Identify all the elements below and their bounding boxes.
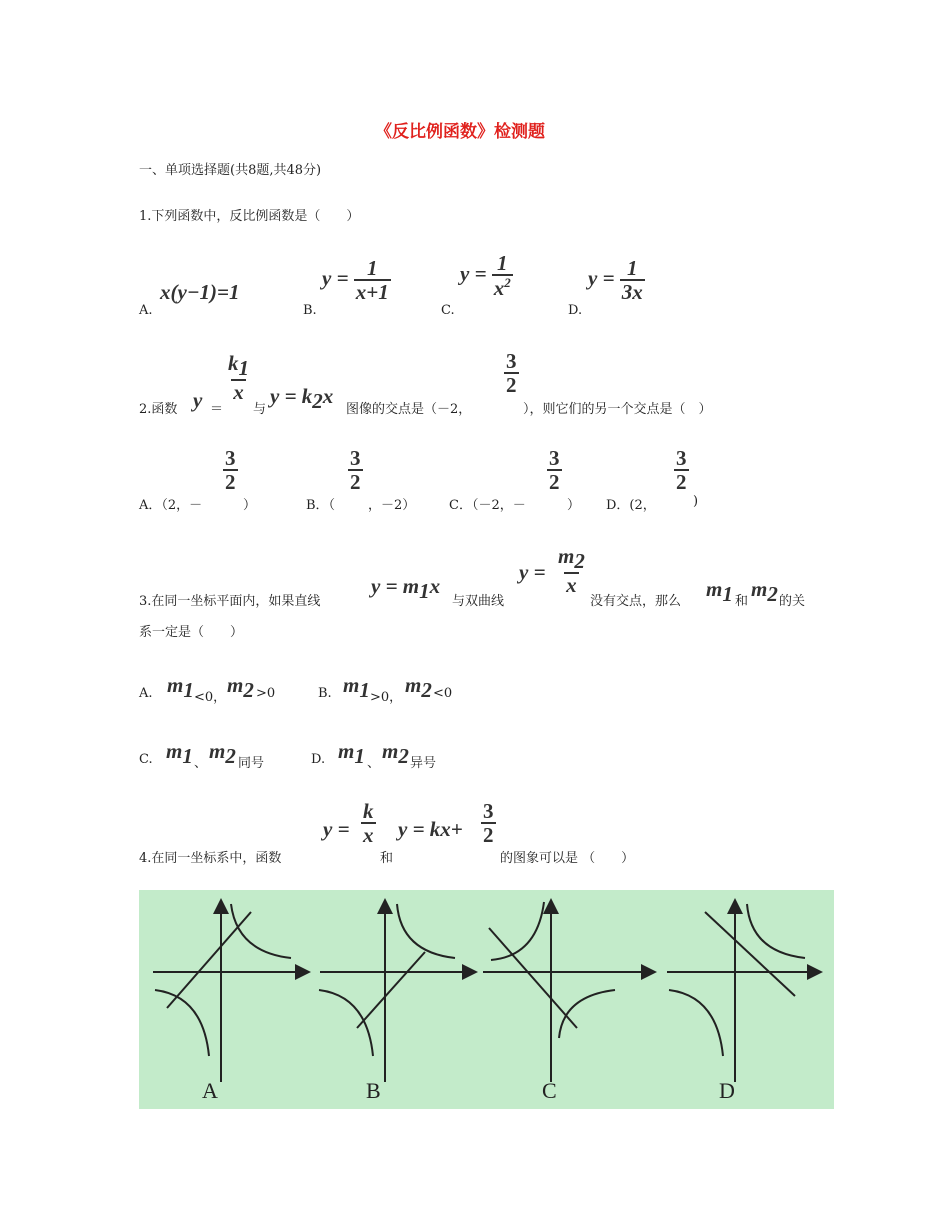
q3-mid: 与双曲线	[452, 594, 505, 609]
q2-formula-k2x: $y = k_2x$	[270, 384, 334, 414]
q2-option-d-pre: D．(2，	[606, 498, 656, 513]
q4-formula-frac-3-2: $\frac{3}{2}$	[483, 799, 494, 848]
q2-formula-y: y	[193, 388, 203, 412]
q3-m2: $m_2$	[751, 577, 778, 607]
q3-option-d-end: 异号	[410, 756, 437, 771]
q3-formula-m2-over-x: $\frac{m_2}{x}$	[558, 544, 585, 598]
q4-formula-y: y =	[323, 817, 350, 841]
q4-and: 和	[380, 851, 394, 866]
q1-option-c-label: C.	[441, 303, 455, 318]
q3-option-b-a: >0，	[370, 690, 403, 705]
q2-prefix: 2.函数	[139, 402, 178, 417]
q1-option-d-label: D.	[568, 303, 583, 318]
graph-label-d: D	[719, 1078, 735, 1103]
q3-option-d-sep: 、	[367, 756, 381, 771]
graph-label-b: B	[366, 1078, 381, 1103]
graph-d	[667, 902, 819, 1082]
q2-option-a-post: ）	[243, 498, 257, 513]
q2-formula-k1-over-x: $\frac{k_1}{x}$	[228, 351, 249, 405]
q2-mid: 图像的交点是（－2，	[346, 402, 472, 417]
q3-option-a-a: <0，	[194, 690, 227, 705]
q2-option-d-frac: $\frac{3}{2}$	[676, 446, 687, 495]
q3-option-d-m1: $m_1$	[338, 739, 365, 769]
q3-after: 没有交点，那么	[590, 594, 682, 609]
q1-option-a-formula: x(y−1)=1	[160, 280, 240, 304]
q3-option-a-label: A.	[139, 686, 153, 701]
q1-option-b-formula: y = $\frac{1}{x+1}$	[322, 256, 389, 305]
q1-option-a-label: A.	[139, 303, 153, 318]
q3-option-a-m1: $m_1$	[167, 673, 194, 703]
q3-option-d-label: D.	[311, 752, 326, 767]
q2-option-c-pre: C．（－2，－	[449, 498, 526, 513]
q3-formula-y: y =	[519, 560, 546, 584]
q2-option-b-frac: $\frac{3}{2}$	[350, 446, 361, 495]
q1-option-c-formula: y = $\frac{1}{x^2}$	[460, 251, 511, 301]
q2-and: 与	[253, 402, 267, 417]
q3-option-b-label: B.	[318, 686, 332, 701]
q3-option-a-m2: $m_2$	[227, 673, 254, 703]
q3-option-b-b: <0	[433, 686, 453, 701]
q3-end: 的关	[779, 594, 806, 609]
graph-label-a: A	[202, 1078, 218, 1103]
q2-option-c-post: ）	[567, 498, 581, 513]
q4-end: 的图象可以是 （ ）	[500, 851, 635, 866]
q2-eq: ＝	[210, 402, 224, 417]
q4-formula-kx: y = kx+	[398, 817, 463, 841]
q1-option-d-formula: y = $\frac{1}{3x}$	[588, 256, 643, 305]
graph-b	[319, 902, 474, 1082]
graph-label-c: C	[542, 1078, 557, 1103]
q1-option-b-label: B.	[303, 303, 317, 318]
q4-formula-k-over-x: $\frac{k}{x}$	[363, 799, 374, 848]
q3-option-c-m1: $m_1$	[166, 739, 193, 769]
q3-m1: $m_1$	[706, 577, 733, 607]
q3-formula-m1x: $y = m_1x$	[371, 574, 441, 604]
q3-option-d-m2: $m_2$	[382, 739, 409, 769]
q3-option-c-label: C.	[139, 752, 153, 767]
q1-stem: 1.下列函数中，反比例函数是（ ）	[139, 209, 360, 224]
q3-prefix: 3.在同一坐标平面内，如果直线	[139, 594, 321, 609]
graph-c	[483, 902, 653, 1082]
q2-option-a-frac: $\frac{3}{2}$	[225, 446, 236, 495]
page-title: 《反比例函数》检测题	[375, 122, 545, 142]
q3-line2: 系一定是（ ）	[139, 625, 244, 640]
q3-and: 和	[735, 594, 749, 609]
q3-option-c-end: 同号	[238, 756, 265, 771]
q3-option-a-b: >0	[256, 686, 276, 701]
q2-option-b-post: ，－2）	[368, 498, 416, 513]
q3-option-b-m1: $m_1$	[343, 673, 370, 703]
q3-option-b-m2: $m_2$	[405, 673, 432, 703]
q2-option-b-pre: B．（	[306, 498, 336, 513]
q4-graph-panel	[139, 890, 834, 1109]
q4-graphs-svg	[139, 890, 834, 1109]
q2-end: ），则它们的另一个交点是（ ）	[523, 402, 712, 417]
q4-prefix: 4.在同一坐标系中，函数	[139, 851, 282, 866]
graph-a	[153, 902, 307, 1082]
q3-option-c-sep: 、	[194, 756, 208, 771]
q2-option-d-post: )	[693, 494, 699, 509]
q2-frac-3-2: $\frac{3}{2}$	[506, 349, 517, 398]
q2-option-c-frac: $\frac{3}{2}$	[549, 446, 560, 495]
section-heading: 一、单项选择题(共8题,共48分)	[139, 163, 322, 178]
q3-option-c-m2: $m_2$	[209, 739, 236, 769]
q2-option-a-pre: A．（2，－	[139, 498, 203, 513]
